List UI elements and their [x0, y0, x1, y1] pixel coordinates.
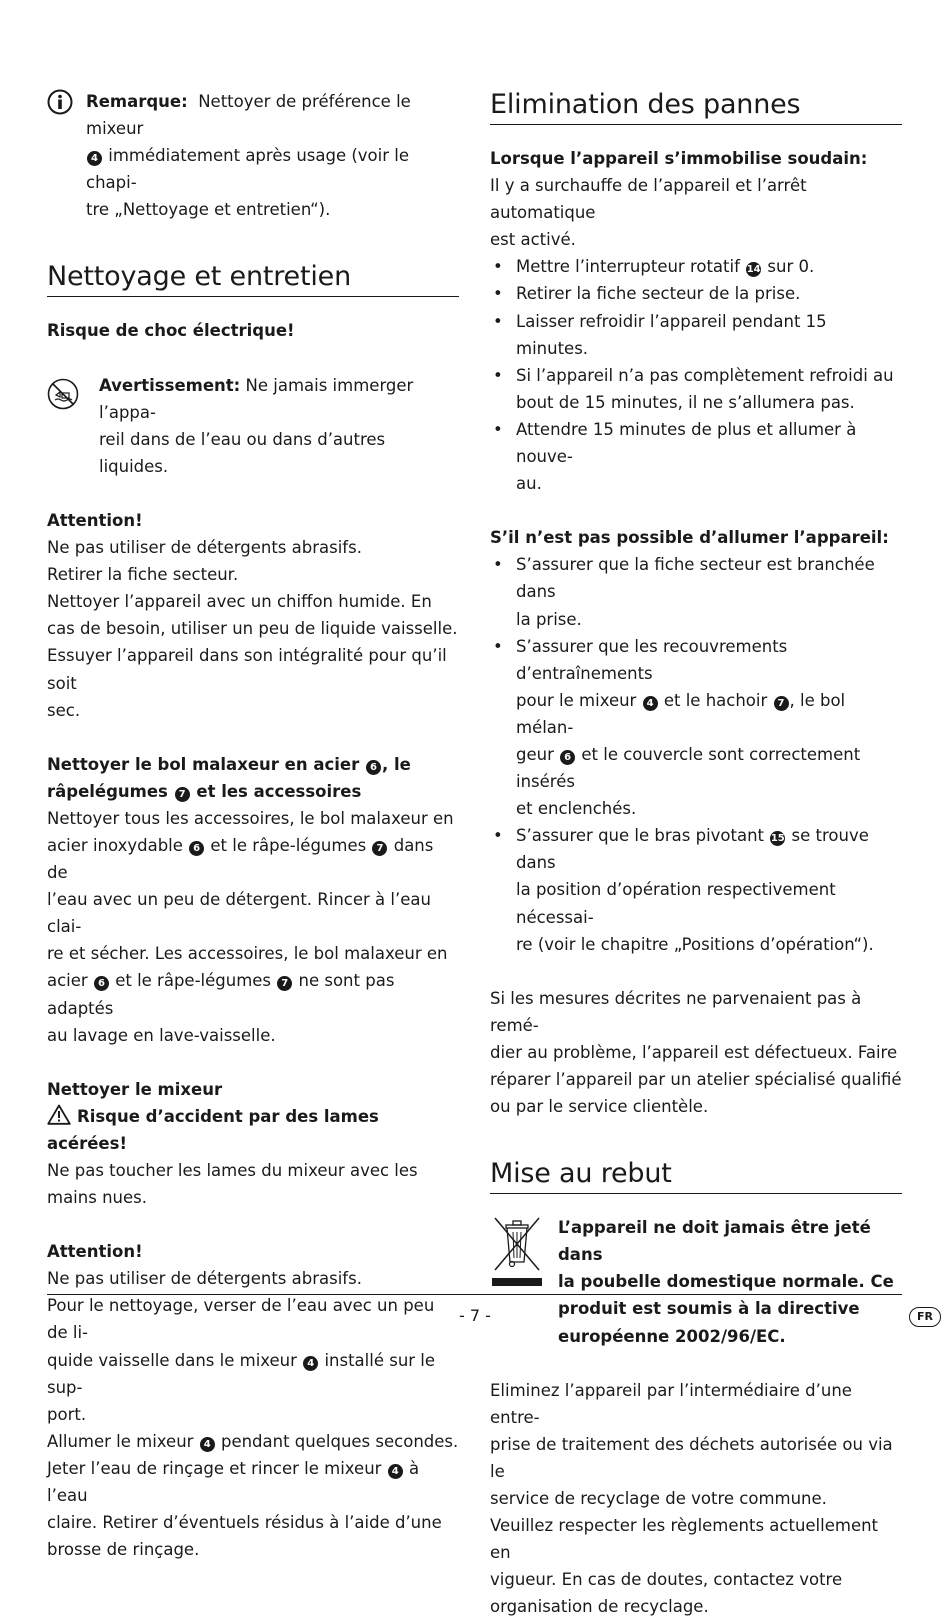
- disposal-line: organisation de recyclage.: [490, 1597, 709, 1617]
- trouble-list-2: [490, 551, 902, 957]
- mixer-attention-line: Ne pas utiliser de détergents abrasifs.: [47, 1269, 362, 1289]
- ref-badge: 6: [94, 976, 109, 991]
- mixer-line-2: mains nues.: [47, 1188, 147, 1208]
- section-title-cleaning: Nettoyage et entretien: [47, 260, 459, 297]
- disposal-line: Veuillez respecter les règlements actuellement en: [490, 1516, 879, 1563]
- trouble-final-line: réparer l’appareil par un atelier spécialisé qualifié: [490, 1070, 902, 1089]
- list-item: • S’assurer que la fiche secteur est branchée dans la prise.: [490, 551, 902, 632]
- trouble-heading-2: S’il n’est pas possible d’allumer l’appareil:: [490, 528, 889, 548]
- mixer-attention-line: quide vaisselle dans le mixeur 4 installé sur le sup-: [47, 1350, 436, 1397]
- section-title-troubleshooting: Elimination des pannes: [490, 88, 902, 125]
- ref-badge: 6: [189, 841, 204, 856]
- trouble-line: Il y a surchauffe de l’appareil et l’arrêt automatique: [490, 176, 807, 223]
- cleaning-line: Essuyer l’appareil dans son intégralité pour qu’il soit: [47, 646, 447, 693]
- warning-line-2: reil dans de l’eau ou dans d’autres liquides.: [99, 429, 386, 476]
- bowl-line-1: Nettoyer tous les accessoires, le bol malaxeur en: [47, 808, 454, 828]
- mixer-attention-line: Allumer le mixeur 4 pendant quelques secondes.: [47, 1431, 459, 1451]
- trouble-final-line: Si les mesures décrites ne parvenaient pas à remé-: [490, 988, 862, 1035]
- note-line-3: tre „Nettoyage et entretien“).: [86, 200, 331, 220]
- list-item: • Laisser refroidir l’appareil pendant 15 minutes.: [490, 308, 902, 362]
- note-line-1: Nettoyer de préférence le mixeur: [86, 92, 411, 139]
- ref-badge: 7: [774, 696, 789, 711]
- right-column: [490, 88, 902, 1621]
- bowl-line-5: acier 6 et le râpe-légumes 7 ne sont pas adaptés: [47, 971, 395, 1018]
- warning-text: [99, 372, 459, 480]
- trouble-final-line: dier au problème, l’appareil est défectueux. Faire: [490, 1042, 898, 1062]
- ref-badge: 4: [643, 696, 658, 711]
- warning-line-1: Ne jamais immerger l’appa-: [99, 375, 414, 422]
- list-item: • Si l’appareil n’a pas complètement refroidi au bout de 15 minutes, il ne s’allumera pas.: [490, 362, 902, 416]
- mixer-attention-line: claire. Retirer d’éventuels résidus à l’aide d’une: [47, 1513, 442, 1533]
- weee-line: la poubelle domestique normale. Ce: [558, 1272, 894, 1292]
- cleaning-line: Ne pas utiliser de détergents abrasifs.: [47, 538, 362, 558]
- weee-block: [490, 1214, 902, 1349]
- weee-line: européenne 2002/96/EC.: [558, 1326, 786, 1346]
- ref-badge: 15: [770, 833, 785, 845]
- weee-line: produit est soumis à la directive: [558, 1299, 860, 1319]
- warning-triangle-icon: [47, 1104, 71, 1125]
- warning-block: [47, 372, 459, 480]
- note-text: [86, 88, 459, 223]
- cleaning-line: sec.: [47, 700, 81, 720]
- disposal-line: service de recyclage de votre commune.: [490, 1489, 827, 1509]
- cleaning-line: Retirer la fiche secteur.: [47, 565, 239, 585]
- bowl-line-2: acier inoxydable 6 et le râpe-légumes 7 dans de: [47, 835, 434, 883]
- trouble-heading-1: Lorsque l’appareil s’immobilise soudain:: [490, 149, 868, 168]
- list-item: • Retirer la fiche secteur de la prise.: [490, 280, 902, 307]
- mixer-heading: Nettoyer le mixeur: [47, 1079, 223, 1099]
- ref-badge: 7: [277, 976, 292, 991]
- section-title-disposal: Mise au rebut: [490, 1157, 902, 1194]
- crossed-bin-icon: [490, 1216, 544, 1292]
- footer-divider: [47, 1294, 902, 1295]
- disposal-line: Eliminez l’appareil par l’intermédiaire d’une entre-: [490, 1380, 852, 1427]
- note-line-2: immédiatement après usage (voir le chapi-: [86, 146, 409, 193]
- bowl-line-3: l’eau avec un peu de détergent. Rincer à l’eau clai-: [47, 890, 431, 937]
- list-item: • Mettre l’interrupteur rotatif 14 sur 0.: [490, 253, 902, 280]
- ref-badge: 4: [87, 151, 102, 166]
- ref-badge: 4: [200, 1437, 215, 1452]
- trouble-line: est activé.: [490, 230, 576, 250]
- info-icon: [47, 89, 73, 115]
- left-column: [47, 88, 459, 1563]
- cleaning-line: Nettoyer l’appareil avec un chiffon humide. En: [47, 592, 432, 612]
- note-label: Remarque:: [86, 92, 188, 111]
- ref-badge: 6: [366, 760, 381, 775]
- weee-line: L’appareil ne doit jamais être jeté dans: [558, 1218, 871, 1265]
- ref-badge: 4: [388, 1464, 403, 1479]
- attention-heading: Attention!: [47, 1242, 143, 1262]
- trouble-list-1: [490, 253, 902, 497]
- no-immerse-icon: [47, 378, 79, 410]
- list-item: • S’assurer que les recouvrements d’entraînements pour le mixeur 4 et le hachoir 7 , le bol mélan- geur 6 et le couvercle sont correctement insérés et enclenchés.: [490, 633, 902, 823]
- language-badge: FR: [909, 1307, 941, 1327]
- ref-badge: 14: [746, 264, 761, 276]
- note-block: [47, 88, 459, 223]
- mixer-attention-line: brosse de rinçage.: [47, 1540, 200, 1560]
- mixer-attention-line: port.: [47, 1404, 87, 1424]
- attention-heading: Attention!: [47, 510, 143, 530]
- bowl-heading-1: Nettoyer le bol malaxeur en acier 6 , le: [47, 754, 411, 774]
- bowl-heading-2: râpelégumes 7 et les accessoires: [47, 781, 362, 801]
- warning-label: Avertissement:: [99, 375, 241, 395]
- disposal-line: prise de traitement des déchets autorisée ou via le: [490, 1434, 893, 1481]
- mixer-attention-line: Jeter l’eau de rinçage et rincer le mixeur 4 à l’eau: [47, 1458, 420, 1506]
- ref-badge: 7: [175, 787, 190, 802]
- disposal-line: vigueur. En cas de doutes, contactez votre: [490, 1570, 843, 1590]
- list-item: • S’assurer que le bras pivotant 15 se trouve dans la position d’opération respectivement nécessai- re (voir le chapitre „Positions d’opération“).: [490, 822, 902, 957]
- weee-text: [558, 1214, 902, 1349]
- ref-badge: 4: [303, 1356, 318, 1371]
- list-item: • Attendre 15 minutes de plus et allumer à nouve- au.: [490, 416, 902, 497]
- trouble-final-line: ou par le service clientèle.: [490, 1097, 709, 1117]
- bowl-line-4: re et sécher. Les accessoires, le bol malaxeur en: [47, 944, 448, 964]
- page-number: - 7 -: [459, 1306, 491, 1325]
- mixer-attention-line: Pour le nettoyage, verser de l’eau avec un peu de li-: [47, 1296, 435, 1343]
- ref-badge: 6: [560, 750, 575, 765]
- ref-badge: 7: [372, 841, 387, 856]
- mixer-risk: Risque d’accident par des lames acérées!: [47, 1103, 459, 1157]
- mixer-line-1: Ne pas toucher les lames du mixeur avec les: [47, 1161, 418, 1180]
- risk-heading: Risque de choc électrique!: [47, 321, 295, 341]
- cleaning-line: cas de besoin, utiliser un peu de liquide vaisselle.: [47, 619, 458, 639]
- bowl-line-6: au lavage en lave-vaisselle.: [47, 1025, 276, 1045]
